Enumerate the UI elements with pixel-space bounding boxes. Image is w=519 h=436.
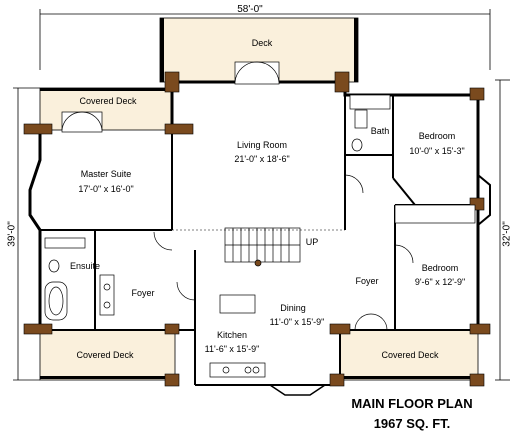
master-suite-size: 17'-0" x 16'-0" [78, 184, 134, 194]
kitchen-label: Kitchen [216, 330, 248, 340]
right-height-dimension: 32'-0" [501, 221, 513, 247]
bedroom-1-size: 10'-0" x 15'-3" [409, 146, 465, 156]
dining-size: 11'-0" x 15'-9" [269, 317, 325, 327]
bedroom-2-label: Bedroom [421, 263, 459, 273]
master-suite-label: Master Suite [80, 169, 132, 179]
covered-deck-top-area [40, 88, 172, 130]
living-room-label: Living Room [236, 140, 288, 150]
foyer-right-label: Foyer [355, 276, 379, 286]
staircase [225, 228, 300, 266]
foyer-left-label: Foyer [131, 288, 155, 298]
living-room-size: 21'-0" x 18'-6" [234, 154, 290, 164]
kitchen-size: 11'-6" x 15'-9" [204, 344, 260, 354]
covered-deck-bottom-left-label: Covered Deck [76, 350, 134, 360]
ensuite-label: Ensuite [69, 261, 101, 271]
stairs-up-label: UP [305, 237, 319, 247]
plan-title: MAIN FLOOR PLAN [351, 396, 473, 411]
top-width-dimension: 58'-0" [237, 4, 263, 15]
bath-label: Bath [370, 126, 390, 136]
dining-label: Dining [280, 303, 306, 313]
bedroom-2-size: 9'-6" x 12'-9" [414, 277, 466, 287]
deck-label: Deck [251, 38, 273, 48]
covered-deck-bottom-right-label: Covered Deck [381, 350, 439, 360]
covered-deck-top-label: Covered Deck [79, 96, 137, 106]
bedroom-1-label: Bedroom [418, 131, 456, 141]
plan-square-footage: 1967 SQ. FT. [373, 416, 451, 431]
left-height-dimension: 39'-0" [6, 221, 18, 247]
